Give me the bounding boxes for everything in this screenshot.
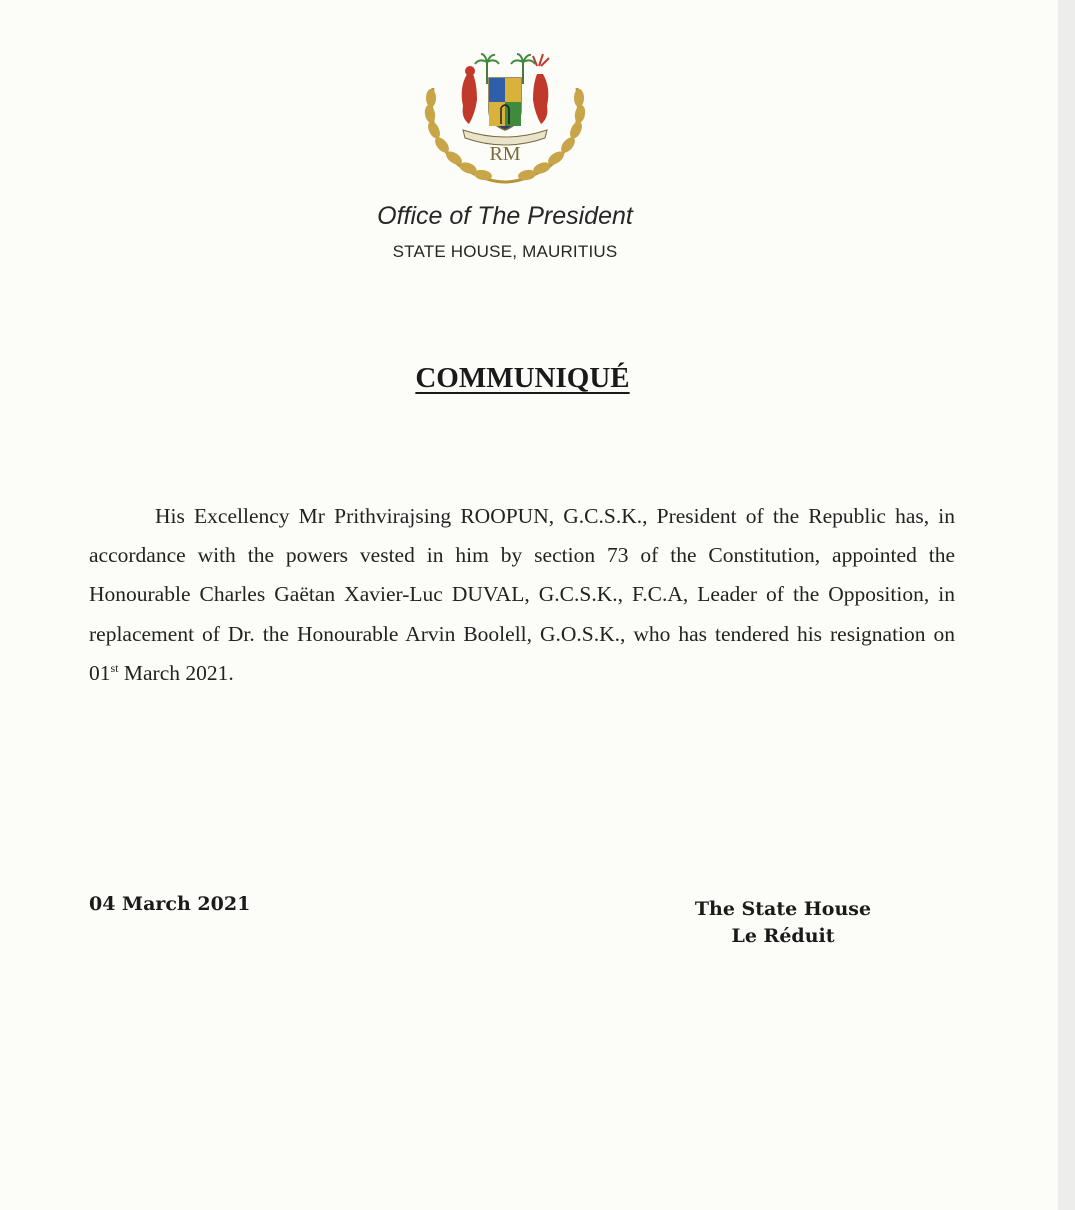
body-text-end: March 2021. <box>118 660 234 685</box>
body-text-main: His Excellency Mr Prithvirajsing ROOPUN, G.C.S.K., President of the Republic has, in accordance with the powers vested in him by section 73 of the Constitution, appointed the Honourable Charles Gaëtan Xavier-Luc DUVAL, G.C.S.K., F.C.A, Leader of the Opposition, in replacement of Dr. the Honourable Arvin Boolell, G.O.S.K., who has tendered his resignation on 01 <box>89 504 955 685</box>
deer-supporter-icon <box>533 54 549 124</box>
page-edge <box>1058 0 1075 1210</box>
dodo-supporter-icon <box>462 66 477 124</box>
office-title: Office of The President <box>377 202 633 230</box>
crest-monogram: RM <box>489 143 521 165</box>
coat-of-arms-emblem <box>415 48 595 188</box>
document-heading <box>0 362 1045 395</box>
signature-line-2: Le Réduit <box>731 925 835 947</box>
signature-block <box>683 896 883 950</box>
ordinal-suffix: st <box>110 660 119 675</box>
signature-line-1: The State House <box>694 898 872 920</box>
shield-icon <box>489 78 521 130</box>
communique-date: 04 March 2021 <box>89 893 251 915</box>
heading-text: COMMUNIQUÉ <box>415 362 630 394</box>
office-subtitle: STATE HOUSE, MAURITIUS <box>392 242 618 261</box>
body-paragraph <box>89 497 955 693</box>
